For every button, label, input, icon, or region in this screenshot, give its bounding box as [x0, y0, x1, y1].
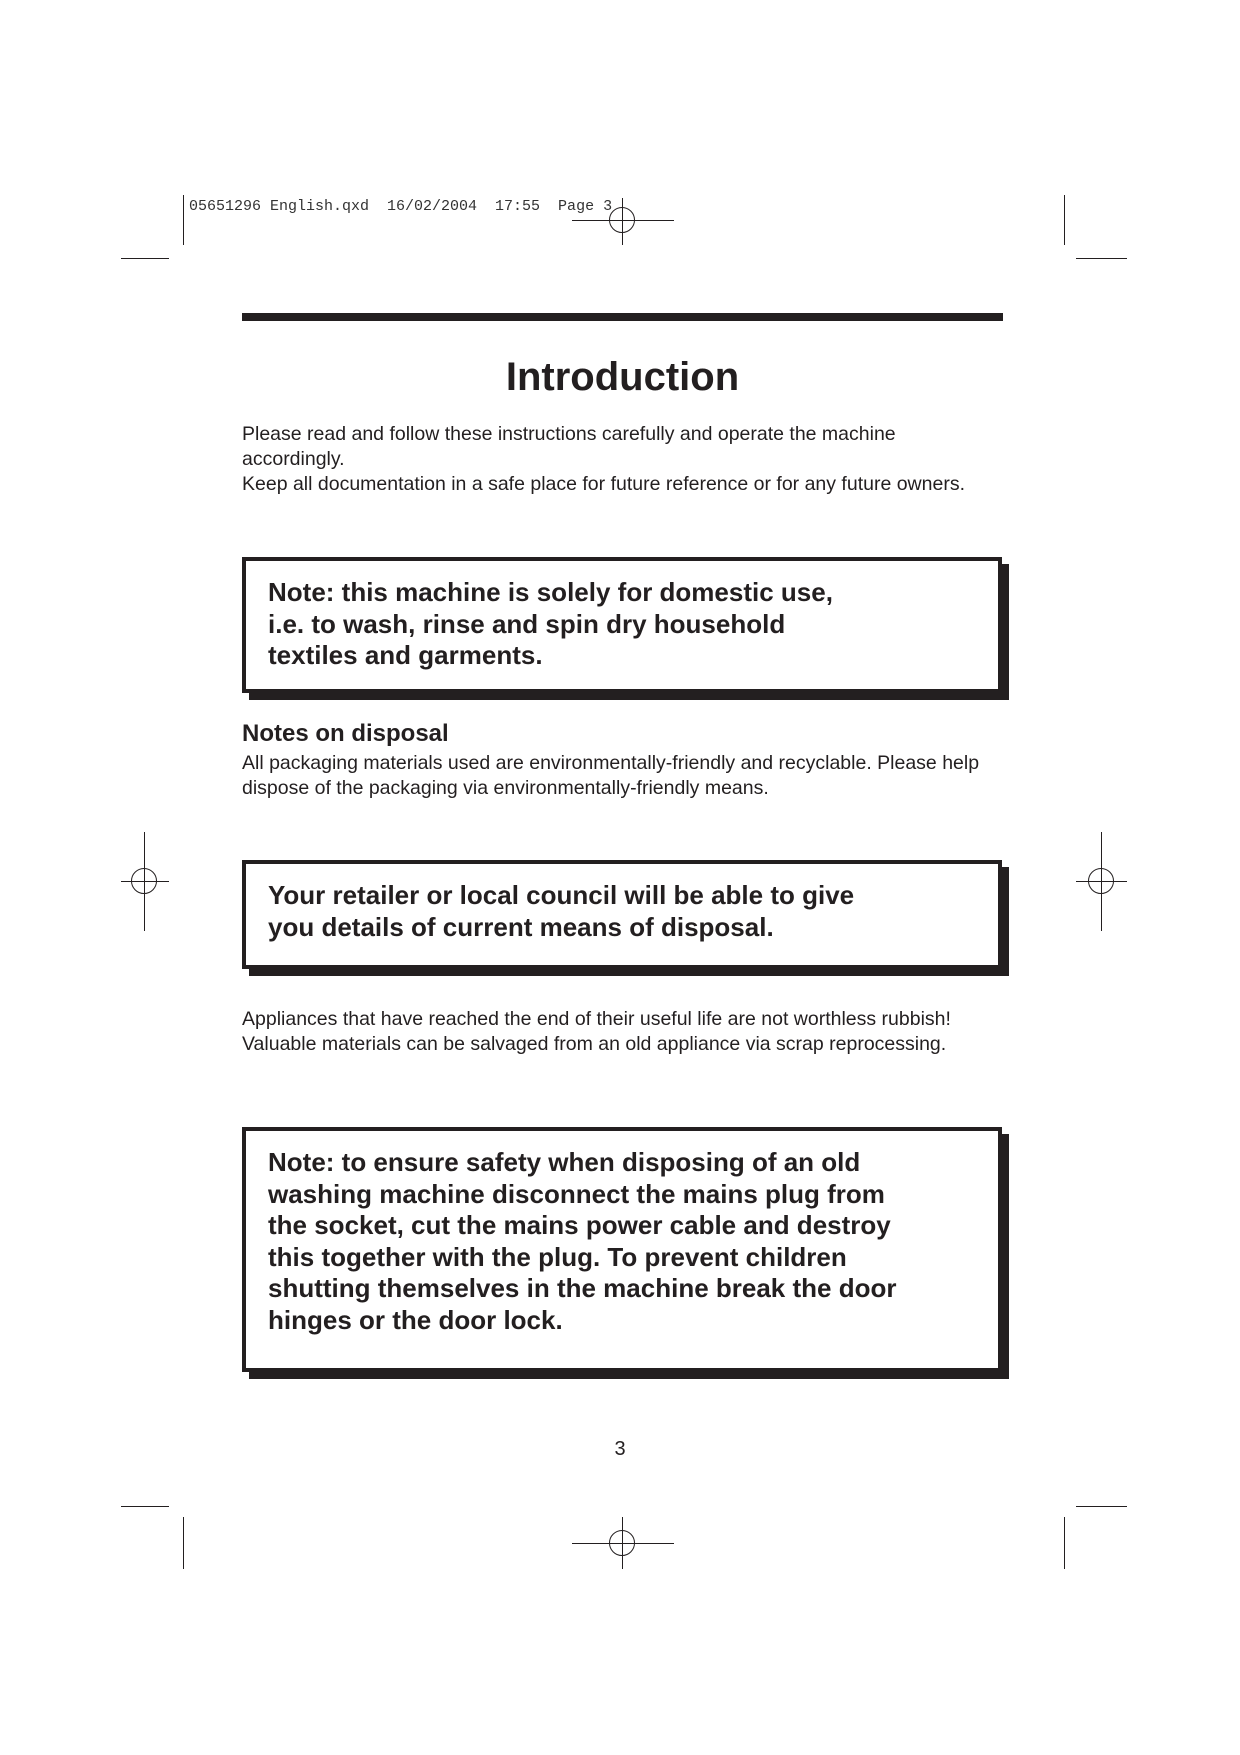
print-slug: 05651296 English.qxd 16/02/2004 17:55 Page 3: [189, 198, 613, 215]
section-heading-disposal: Notes on disposal: [242, 720, 449, 747]
header-rule: [242, 313, 1003, 321]
appliances-paragraph: Appliances that have reached the end of their useful life are not worthless rubbish! Valuable materials can be salvaged from an old appliance via scrap reprocessing.: [242, 1008, 951, 1055]
intro-paragraph: [242, 422, 1002, 497]
crop-mark: [1064, 195, 1065, 245]
crop-mark: [1076, 258, 1127, 259]
page-title: Introduction: [505, 355, 740, 399]
crop-mark: [1076, 1506, 1127, 1507]
note-box-safety: [242, 1127, 1002, 1372]
note-box-retailer: [242, 860, 1002, 969]
crop-mark: [1064, 1517, 1065, 1569]
disposal-paragraph: All packaging materials used are environmentally-friendly and recyclable. Please help dispose of the packaging via environmentally-friendly means.: [242, 752, 980, 799]
crop-mark: [121, 1506, 169, 1507]
note-text: Your retailer or local council will be able to give you details of current means of disposal.: [268, 880, 855, 942]
crop-mark: [183, 195, 184, 245]
note-text: Note: this machine is solely for domestic use, i.e. to wash, rinse and spin dry household textiles and garments.: [268, 577, 833, 670]
note-text: Note: to ensure safety when disposing of an old washing machine disconnect the mains plug from the socket, cut the mains power cable and destroy this together with the plug. To prevent children shutting themselves in the machine break the door hinges or the door lock.: [268, 1147, 897, 1335]
page-number: 3: [614, 1438, 626, 1460]
note-box-domestic-use: [242, 557, 1002, 693]
crop-mark: [183, 1517, 184, 1569]
crop-mark: [121, 258, 169, 259]
intro-line: Keep all documentation in a safe place for future reference or for any future owners.: [242, 473, 965, 495]
intro-line: Please read and follow these instructions carefully and operate the machine accordingly.: [242, 423, 896, 470]
